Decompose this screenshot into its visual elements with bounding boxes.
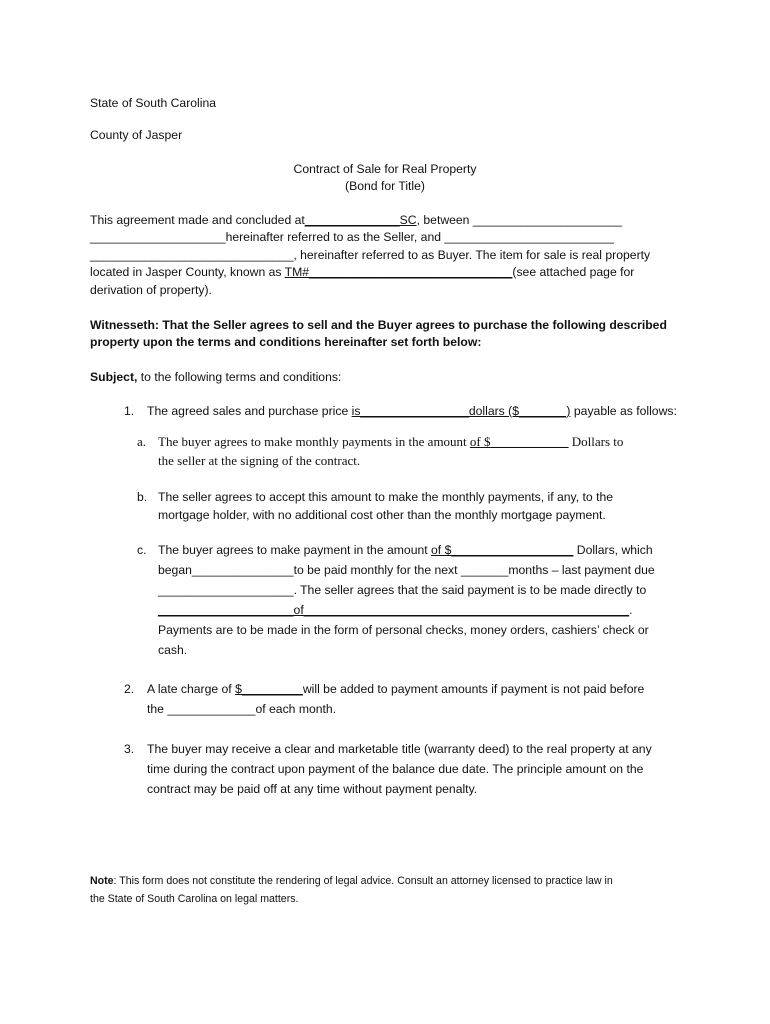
legal-note-line-2: the State of South Carolina on legal matters. — [90, 893, 299, 905]
item-text: of each month. — [255, 702, 337, 716]
intro-text: , between — [416, 213, 473, 227]
item-a-line-1 — [158, 433, 623, 451]
item-text: . The seller agrees that the said payment is to be made directly to — [293, 583, 647, 597]
item-c-line-1 — [158, 541, 653, 559]
intro-text: hereinafter referred to as Buyer. The item for sale is real property — [296, 248, 651, 262]
state-heading: State of South Carolina — [90, 96, 217, 110]
item-c-line-5: Payments are to be made in the form of personal checks, money orders, cashiers’ check or — [158, 623, 649, 637]
buyer-name-blank-2: ______________________________, — [90, 248, 297, 262]
late-charge-blank: $_________ — [235, 682, 303, 696]
item-text: months – last payment due — [508, 563, 655, 577]
item-number: 2. — [124, 682, 135, 696]
item-letter: c. — [137, 543, 147, 557]
item-text: Dollars, which — [573, 543, 653, 557]
item-text: payable as follows: — [570, 404, 677, 418]
item-text: to be paid monthly for the next — [293, 563, 461, 577]
start-date-blank: _______________ — [191, 563, 294, 577]
months-blank: _______ — [460, 563, 509, 577]
subject-line — [90, 368, 341, 386]
last-payment-blank: ____________________ — [158, 583, 294, 597]
item-text: began — [158, 563, 192, 577]
item-3-line-3: contract may be paid off at any time without payment penalty. — [147, 782, 478, 796]
subject-text: to the following terms and conditions: — [137, 370, 342, 384]
note-label: Note — [90, 875, 114, 887]
intro-line — [90, 263, 634, 281]
item-number: 1. — [124, 404, 135, 418]
item-text: A late charge of — [147, 682, 236, 696]
due-day-blank: _____________ — [167, 702, 256, 716]
seller-name-blank-1: ______________________ — [472, 213, 622, 227]
item-text: will be added to payment amounts if payment is not paid before — [302, 682, 645, 696]
county-heading: County of Jasper — [90, 128, 183, 142]
price-blank: is________________dollars ($_______) — [351, 404, 571, 418]
item-c-line-2 — [158, 561, 655, 579]
item-letter: b. — [137, 490, 148, 504]
intro-line — [90, 246, 650, 264]
tax-map-blank: TM#______________________________ — [284, 265, 513, 279]
note-text: : This form does not constitute the rendering of legal advice. Consult an attorney licensed to practice law in — [113, 875, 613, 887]
monthly-amount-blank: of $____________ — [469, 434, 569, 449]
subject-label: Subject, — [90, 370, 138, 384]
contract-subtitle: (Bond for Title) — [345, 179, 425, 193]
witnesseth-line-2: property upon the terms and conditions hereinafter set forth below: — [90, 335, 482, 349]
item-3-line-1: The buyer may receive a clear and marketable title (warranty deed) to the real property at any — [147, 742, 652, 756]
payee-blank: ____________________of________________________________________________ — [158, 603, 630, 617]
intro-text: This agreement made and concluded at — [90, 213, 305, 227]
item-text: The agreed sales and purchase price — [147, 404, 352, 418]
intro-line — [90, 228, 614, 246]
item-text: The buyer agrees to make monthly payments in the amount — [158, 434, 470, 449]
item-b-line-1: The seller agrees to accept this amount to make the monthly payments, if any, to the — [158, 490, 614, 504]
intro-text: located in Jasper County, known as — [90, 265, 285, 279]
item-text: the — [147, 702, 168, 716]
intro-line: derivation of property). — [90, 283, 212, 297]
intro-text: (see attached page for — [512, 265, 635, 279]
payment-amount-blank: of $__________________ — [431, 543, 574, 557]
item-2-line-2 — [147, 700, 336, 718]
item-letter: a. — [137, 434, 147, 449]
item-2-line-1 — [147, 680, 644, 698]
item-text: The buyer agrees to make payment in the amount — [158, 543, 432, 557]
item-text: . — [629, 603, 633, 617]
item-b-line-2: mortgage holder, with no additional cost other than the monthly mortgage payment. — [158, 508, 606, 522]
witnesseth-line-1: Witnesseth: That the Seller agrees to sell and the Buyer agrees to purchase the following described — [90, 318, 667, 332]
intro-line — [90, 211, 622, 229]
item-number: 3. — [124, 742, 135, 756]
buyer-name-blank-1: _________________________ — [444, 230, 614, 244]
seller-name-blank-2: ____________________ — [90, 230, 226, 244]
item-c-line-6: cash. — [158, 643, 188, 657]
location-blank: ______________SC — [304, 213, 417, 227]
legal-note-line-1 — [90, 872, 613, 890]
contract-title: Contract of Sale for Real Property — [293, 162, 477, 176]
item-3-line-2: time during the contract upon payment of the balance due date. The principle amount on the — [147, 762, 644, 776]
item-text: Dollars to — [568, 434, 624, 449]
item-c-line-3 — [158, 581, 646, 599]
item-c-line-4 — [158, 601, 632, 619]
item-a-line-2: the seller at the signing of the contract. — [158, 453, 361, 468]
intro-text: hereinafter referred to as the Seller, and — [225, 230, 445, 244]
item-1-text — [147, 402, 677, 420]
